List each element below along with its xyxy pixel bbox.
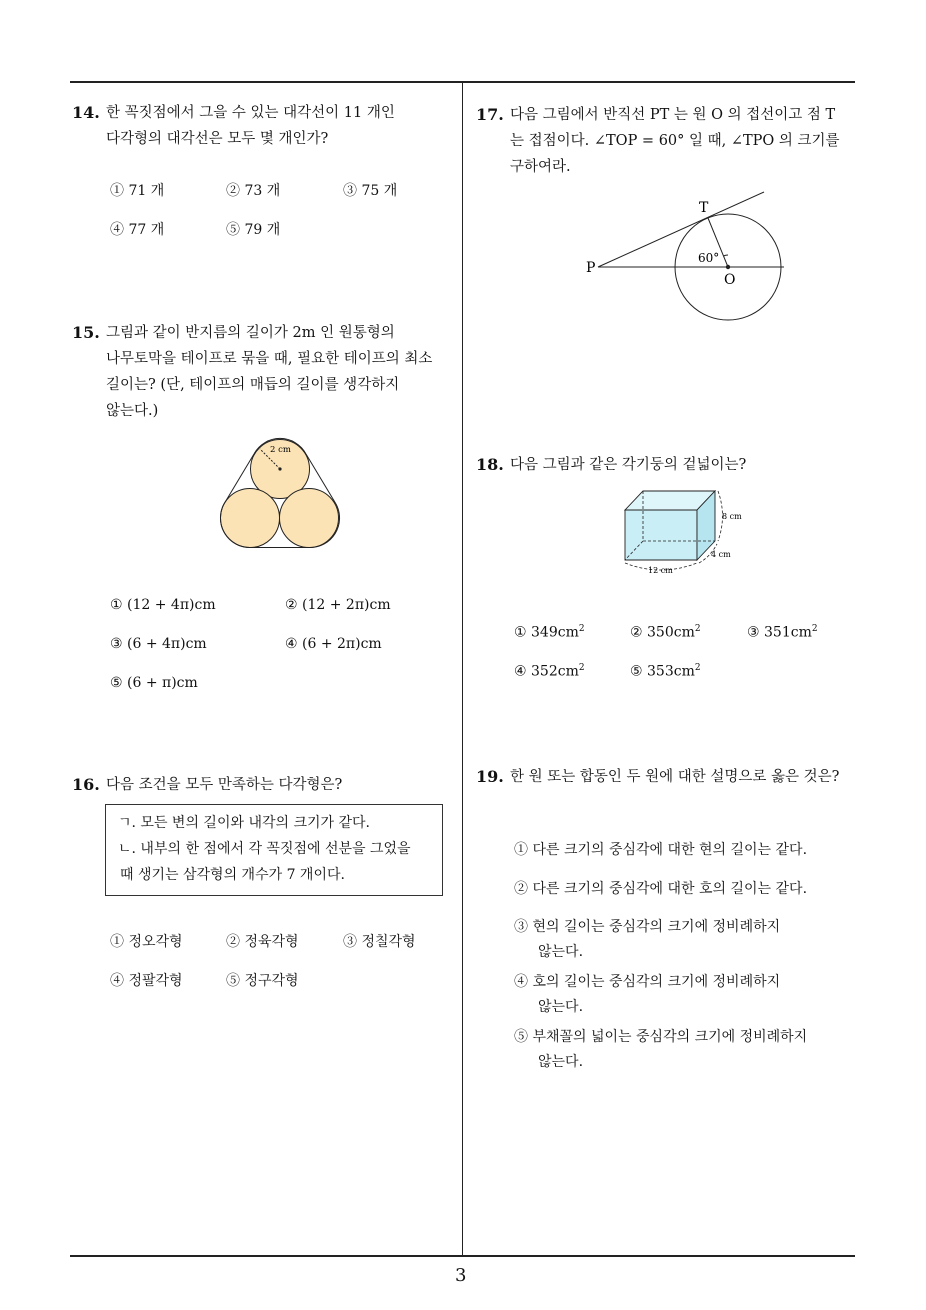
question-text-line: 그림과 같이 반지름의 길이가 2m 인 원통형의: [106, 325, 395, 341]
question-text-line: 한 원 또는 합동인 두 원에 대한 설명으로 옳은 것은?: [510, 769, 840, 785]
question-text-line: 다각형의 대각선은 모두 몇 개인가?: [106, 131, 329, 147]
condition-line: ㄱ. 모든 변의 길이와 내각의 크기가 같다.: [118, 815, 370, 831]
question-18: [476, 452, 861, 478]
question-text-line: 나무토막을 테이프로 묶을 때, 필요한 테이프의 최소: [106, 351, 433, 367]
condition-line: 때 생기는 삼각형의 개수가 7 개이다.: [120, 867, 345, 883]
question-text-line: 다음 그림과 같은 각기둥의 겉넓이는?: [510, 457, 747, 473]
option-1[interactable]: ① $349cm^2$: [514, 624, 585, 641]
question-text-line: 한 꼭짓점에서 그을 수 있는 대각선이 11 개인: [106, 105, 395, 121]
question-14: [72, 100, 452, 152]
radius-label: 2 cm: [270, 445, 291, 455]
option-1[interactable]: ① 71 개: [110, 183, 165, 199]
option-1[interactable]: ① (12 + 4π)cm: [110, 597, 216, 613]
option-4[interactable]: ④ 정팔각형: [110, 973, 183, 989]
option-2[interactable]: ② $350cm^2$: [630, 624, 701, 641]
column-divider: [462, 82, 463, 1256]
three-circles-figure: [210, 432, 360, 557]
question-number: 16.: [72, 775, 100, 794]
option-5[interactable]: ⑤ $353cm^2$: [630, 663, 701, 680]
option-5[interactable]: ⑤ (6 + π)cm: [110, 675, 198, 691]
option-1[interactable]: ① 다른 크기의 중심각에 대한 현의 길이는 같다.: [514, 842, 808, 858]
option-5[interactable]: ⑤ 부채꼴의 넓이는 중심각의 크기에 정비례하지 않는다.: [514, 1029, 808, 1070]
option-3[interactable]: ③ (6 + 4π)cm: [110, 636, 207, 652]
question-19: [476, 764, 861, 790]
question-17: [476, 102, 861, 180]
question-number: 19.: [476, 767, 504, 786]
prism-figure: [615, 485, 765, 580]
point-o-label: O: [724, 272, 736, 288]
question-16: [72, 772, 457, 798]
page-number: 3: [455, 1265, 467, 1286]
option-2[interactable]: ② (12 + 2π)cm: [285, 597, 391, 613]
option-5[interactable]: ⑤ 정구각형: [226, 973, 299, 989]
question-text-line: 다음 조건을 모두 만족하는 다각형은?: [106, 777, 343, 793]
question-text-line: 구하여라.: [510, 159, 571, 175]
question-number: 18.: [476, 455, 504, 474]
option-2[interactable]: ② 다른 크기의 중심각에 대한 호의 길이는 같다.: [514, 881, 808, 897]
condition-line: ㄴ. 내부의 한 점에서 각 꼭짓점에 선분을 그었을: [118, 841, 411, 857]
option-2[interactable]: ② 73 개: [226, 183, 281, 199]
option-3[interactable]: ③ 정칠각형: [343, 934, 416, 950]
question-number: 15.: [72, 323, 100, 342]
option-4[interactable]: ④ 호의 길이는 중심각의 크기에 정비례하지 않는다.: [514, 974, 781, 1015]
question-number: 17.: [476, 105, 504, 124]
point-t-label: T: [699, 200, 709, 216]
question-text-line: 는 접점이다. ∠TOP = 60° 일 때, ∠TPO 의 크기를: [510, 133, 840, 149]
height-label: 8 cm: [722, 512, 742, 521]
angle-label: 60°: [698, 251, 720, 265]
depth-label: 4 cm: [711, 550, 731, 559]
question-15: [72, 320, 457, 424]
question-number: 14.: [72, 103, 100, 122]
option-4[interactable]: ④ (6 + 2π)cm: [285, 636, 382, 652]
option-4[interactable]: ④ 77 개: [110, 222, 165, 238]
option-3[interactable]: ③ $351cm^2$: [747, 624, 818, 641]
width-label: 12 cm: [648, 566, 673, 575]
option-2[interactable]: ② 정육각형: [226, 934, 299, 950]
bottom-rule: [70, 1255, 855, 1257]
tangent-circle-figure: [578, 185, 788, 325]
question-text-line: 않는다.): [106, 403, 159, 419]
point-p-label: P: [586, 260, 596, 276]
option-5[interactable]: ⑤ 79 개: [226, 222, 281, 238]
option-3[interactable]: ③ 현의 길이는 중심각의 크기에 정비례하지 않는다.: [514, 919, 781, 960]
conditions-box: [105, 804, 443, 896]
option-4[interactable]: ④ $352cm^2$: [514, 663, 585, 680]
option-3[interactable]: ③ 75 개: [343, 183, 398, 199]
question-text-line: 다음 그림에서 반직선 PT 는 원 O 의 접선이고 점 T: [510, 107, 836, 123]
option-1[interactable]: ① 정오각형: [110, 934, 183, 950]
question-text-line: 길이는? (단, 테이프의 매듭의 길이를 생각하지: [106, 377, 400, 393]
